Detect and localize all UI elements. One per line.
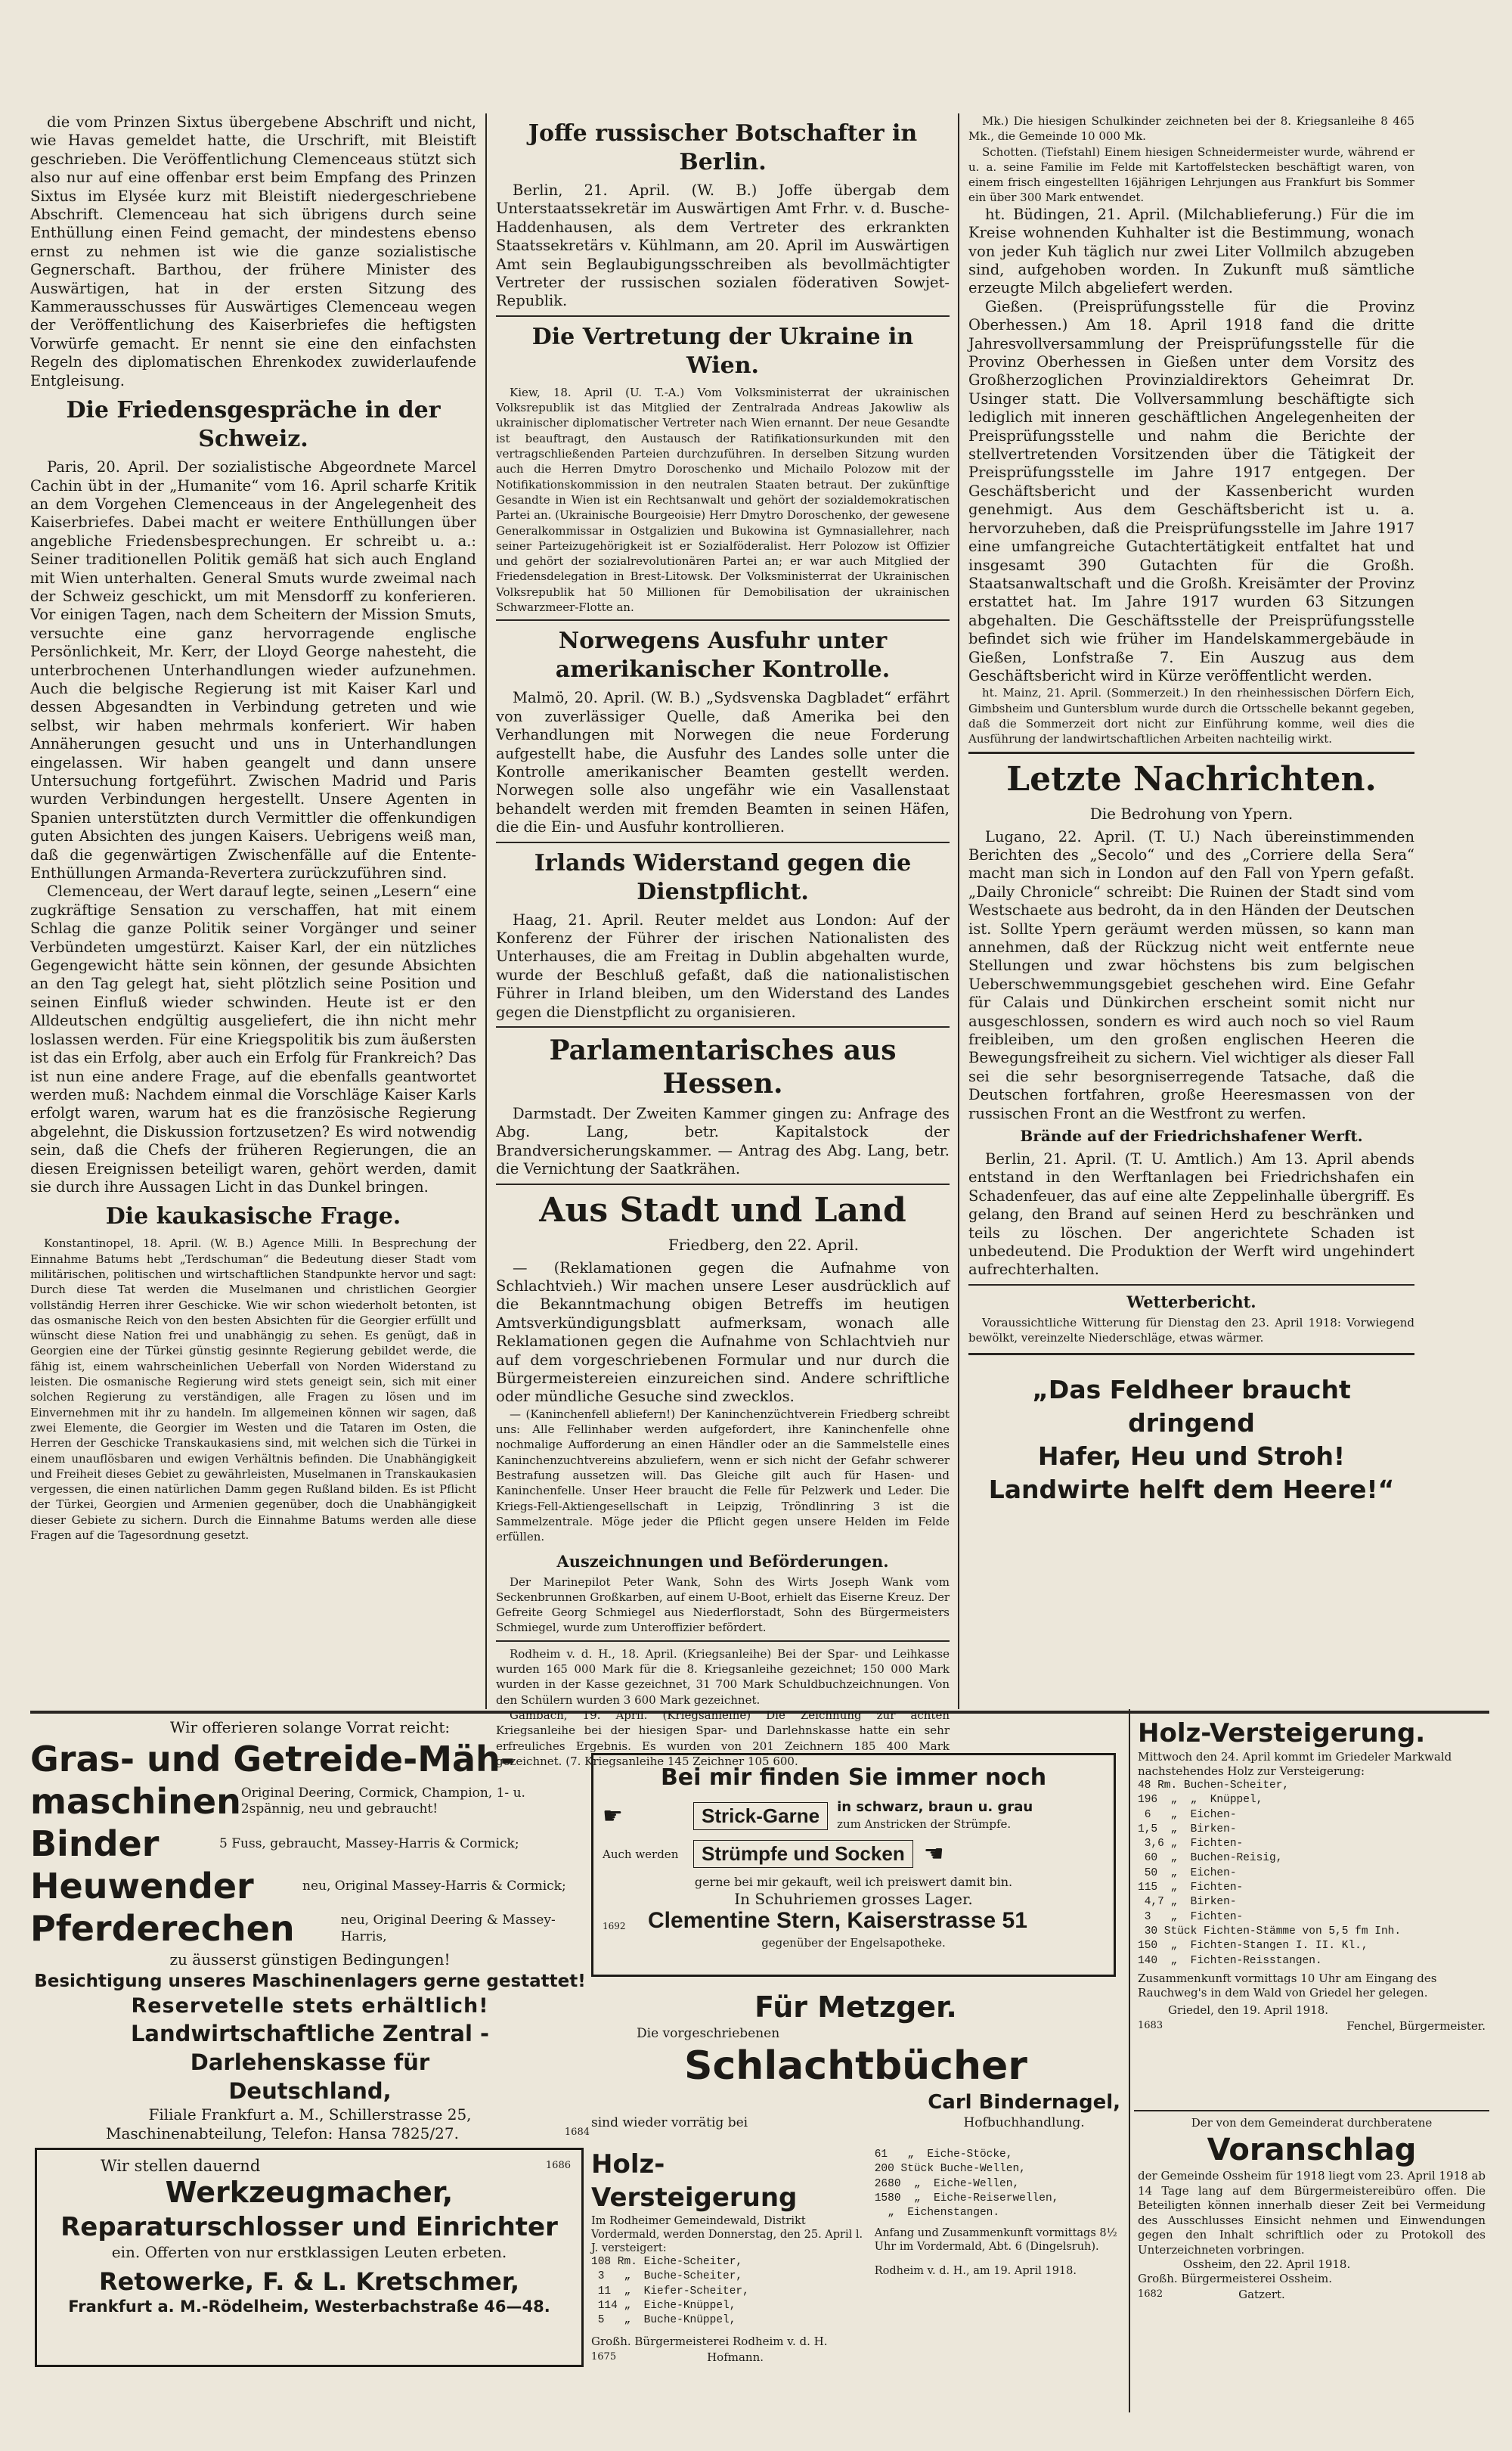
ad-number: 1686 [545,2160,571,2171]
ad-line: Für Metzger. [754,1990,957,2024]
ad-highlight: Strümpfe und Socken [693,1840,913,1868]
ad-product: Heuwender [30,1866,254,1907]
article-headline: Die Friedensgespräche in der Schweiz. [66,397,441,453]
ad-metzger [591,1989,1120,2140]
article-paragraph: Malmö, 20. April. (W. B.) „Sydsvenska Dagbladet“ erfährt von zuverlässiger Quelle, daß Amerika bei den Verhandlungen mit Norwegen die neue Forderung aufgestellt habe, die Ausfuhr des Landes solle unter die Kontrolle amerikanischer Beamten gestellt werden. Norwegen solle also ungefähr wie ein Vasallenstaat behandelt werden mit fremden Beamten in seinen Häfen, die die Ein- und Ausfuhr kontrollieren. [496,689,950,836]
ad-line: Hofbuchhandlung. [963,2115,1085,2130]
ad-line: Reparaturschlosser und Einrichter [60,2212,558,2242]
ad-line: Wir stellen dauernd [101,2157,261,2175]
wood-list: 61 „ Eiche-Stöcke, 200 Stück Buche-Wellen, 2680 „ Eiche-Wellen, 1580 „ Eiche-Reiserwellen, „ Eichenstangen. [874,2149,1059,2220]
article-paragraph: Rodheim v. d. H., 18. April. (Kriegsanleihe) Bei der Spar- und Leihkasse wurden 165 000 Mark für die 8. Kriegsanleihe gezeichnet; 150 000 Mark wurden in der Kasse gezeichnet, 31 700 Mark Schuldbuchzeichnungen. Von den Schülern wurden 3 600 Mark gezeichnet. [496,1646,950,1707]
ad-product: Gras- und Getreide-Mäh- [30,1739,515,1779]
ad-line: Original Deering, Cormick, Champion, 1- u. 2spännig, neu und gebraucht! [240,1786,525,1817]
ad-machines [30,1717,590,2140]
ad-line: Werkzeugmacher, [165,2176,454,2209]
ad-line: Filiale Frankfurt a. M., Schillerstrasse 25, [148,2105,472,2124]
ad-product: maschinen [30,1781,241,1822]
ad-holz-rodheim [591,2148,1120,2412]
ad-line: Schlachtbücher [684,2043,1027,2089]
section-divider [496,1184,950,1185]
pointing-hand-icon: ☚ [923,1841,944,1867]
ad-highlight: Strick-Garne [693,1802,828,1830]
appeal-box [968,1360,1414,1520]
ad-line: Landwirtschaftliche Zentral - Darlehenskasse für [130,2021,490,2075]
ad-number: 1675 [591,2351,617,2363]
section-divider [496,619,950,621]
ad-line: Mittwoch den 24. April kommt im Griedeler Markwald nachstehendes Holz zur Versteigerung: [1138,1750,1452,1778]
pointing-hand-icon: ☛ [603,1802,623,1829]
article-paragraph: Der Marinepilot Peter Wank, Sohn des Wirts Joseph Wank vom Seckenbrunnen Großkarben, auf einem U-Boot, erhielt das Eiserne Kreuz. Der Gefreite Georg Schmiegel aus Niederflorstadt, Sohn des Bürgermeisters Schmiegel, wurde zum Unteroffizier befördert. [496,1575,950,1635]
article-paragraph: Darmstadt. Der Zweiten Kammer gingen zu: Anfrage des Abg. Lang, betr. Kapitalstock der Brandversicherungskammer. — Antrag des Abg. Lang, betr. die Vernichtung der Saatkrähen. [496,1104,950,1178]
wood-list: 108 Rm. Eiche-Scheiter, 3 „ Buche-Scheiter, 11 „ Kiefer-Scheiter, 114 „ Eiche-Knüppel, 5 „ Buche-Knüppel, [591,2256,749,2327]
column-rule [485,113,487,1709]
article-paragraph: — (Kaninchenfell abliefern!) Der Kaninchenzüchtverein Friedberg schreibt uns: Alle Fellinhaber werden aufgefordert, ihre Kaninchenfelle ohne nochmalige Aufforderung an einen Händler oder an die Sammelstelle eines Kaninchenzuchtvereins abzuliefern, wenn er sich nicht der Gefahr schwerer Bestrafung aussetzen will. Das Gleiche gilt auch für Hasen- und Kaninchenfelle. Unser Heer braucht die Felle für Pelzwerk und Leder. Die Kriegs-Fell-Aktiengesellschaft in Leipzig, Tröndlinring 3 ist die Sammelzentrale. Möge jeder die Pflicht gegen unsere Helden im Felde erfüllen. [496,1407,950,1544]
ad-line: Besichtigung unseres Maschinenlagers gerne gestattet! [34,1972,586,1991]
ad-line: Maschinenabteilung, Telefon: Hansa 7825/27. [106,2124,459,2142]
ad-line: Rodheim v. d. H., am 19. April 1918. [874,2265,1077,2278]
article-headline: Joffe russischer Botschafter in Berlin. [528,120,918,175]
ad-line: ein. Offerten von nur erstklassigen Leuten erbeten. [111,2243,507,2261]
ad-line: neu, Original Massey-Harris & Cormick; [302,1879,566,1894]
ad-line: Der von dem Gemeinderat durchberatene [1191,2116,1433,2130]
ad-number: 1692 [603,1921,626,1931]
ad-line: zu äusserst günstigen Bedingungen! [169,1950,451,1969]
ad-line: Deutschland, [228,2078,392,2104]
ad-number: 1682 [1138,2288,1163,2300]
article-paragraph: Mk.) Die hiesigen Schulkinder zeichneten bei der 8. Kriegsanleihe 8 465 Mk., die Gemeinde 10 000 Mk. [968,114,1414,144]
column-1 [30,113,476,1705]
weather-text: Voraussichtliche Witterung für Dienstag den 23. April 1918: Vorwiegend bewölkt, vereinzelte Niederschläge, etwas wärmer. [968,1315,1414,1345]
ad-number: 1684 [564,2127,590,2138]
ad-line: Hofmann. [707,2350,764,2365]
article-paragraph: ht. Büdingen, 21. April. (Milchablieferung.) Für die im Kreise wohnenden Kuhhalter ist die Bestimmung, wonach von jeder Kuh täglich nur zwei Liter Vollmilch abzugeben sind, aufgehoben worden. In Zukunft muß sämtliche erzeugte Milch abgeliefert werden. [968,205,1414,297]
section-divider [968,1353,1414,1355]
article-paragraph: Paris, 20. April. Der sozialistische Abgeordnete Marcel Cachin übt in der „Humanite“ vom 16. April scharfe Kritik an dem Vorgehen Clemenceaus in der Angelegenheit des Kaiserbriefes. Dabei macht er weitere Enthüllungen über angebliche Friedensbesprechungen. Er schreibt u. a.: Seiner traditionellen Politik gemäß hat sich auch England mit Wien unterhalten. General Smuts wurde zweimal nach der Schweiz geschickt, um mit Mensdorff zu konferieren. Vor einigen Tagen, nach dem Scheitern der Mission Smuts, versuchte eine ganz hervorragende englische Persönlichkeit, Mr. Kerr, der Lloyd George nahesteht, die unterbrochenen Unterhandlungen wieder aufzunehmen. Auch die belgische Regierung ist mit Kaiser Karl und dessen Abgesandten in Verbindung getreten und wie selbst, wir haben mehrmals konferiert. Wir haben Annäherungen gesucht und uns in Unterhandlungen eingelassen. Wir haben geangelt und dann unsere Untersuchung fortgeführt. Zwischen Madrid und Paris wurden Verbindungen hergestellt. Unsere Agenten in Spanien unterstützten durch Vermittler die offenkundigen guten Absichten des jungen Kaisers. Uebrigens weiß man, daß die gegenwärtigen Zwischenfälle auf die Entente-Enthüllungen Armanda-Revertera zurückzuführen sind. [30,458,476,883]
article-headline: Norwegens Ausfuhr unter amerikanischer Kontrolle. [555,628,891,684]
ad-line: Gatzert. [1238,2288,1285,2301]
section-headline: Aus Stadt und Land [539,1190,906,1230]
article-paragraph: die vom Prinzen Sixtus übergebene Abschrift und nicht, wie Havas gemeldet hatte, die Urschrift, mit Bleistift geschrieben. Die Veröffentlichung Clemenceaus stützt sich also nur auf eine offenbar erst beim Empfang des Prinzen Sixtus im Elysée kurz mit Bleistift niedergeschriebene Abschrift. Clemenceau hat sich übrigens durch seine Enthüllung einen Feind gemacht, der mindestens ebenso ernst zu nehmen ist wie die ganze sozialistische Gegnerschaft. Barthou, der frühere Minister des Auswärtigen, hat in der ersten Sitzung des Kammerausschusses für Auswärtiges Clemenceau wegen der Veröffentlichung des Kaiserbriefes die heftigsten Vorwürfe gemacht. Er nennt sie eine den einfachsten Regeln des diplomatischen Ehrenkodex zuwiderlaufende Entgleisung. [30,113,476,389]
section-divider [968,1284,1414,1286]
article-subheadline: Brände auf der Friedrichshafener Werft. [1020,1127,1363,1146]
ad-line: 5 Fuss, gebraucht, Massey-Harris & Cormick; [219,1836,519,1851]
article-paragraph: Schotten. (Tiefstahl) Einem hiesigen Schneidermeister wurde, während er u. a. seine Familie im Felde mit Kartoffelstecken beschäftigt waren, von einem frisch eingestellten 16jährigen Lehrjungen aus Frankfurt bis Sommer ein über 300 Mark entwendet. [968,144,1414,205]
article-paragraph: Konstantinopel, 18. April. (W. B.) Agence Milli. In Besprechung der Einnahme Batums hebt „Terdschuman“ die Bedeutung dieser Stadt vom militärischen, politischen und wirtschaftlichen Standpunkte hervor und sagt: Durch diese Tat werden die Muselmanen und christlichen Georgier vollständig Herren ihrer Geschicke. Wie wir schon wiederholt betonten, ist das osmanische Reich von den besten Absichten für die Georgier erfüllt und wünscht diese Nation frei und unabhängig zu sehen. Es genügt, daß in Georgien eine der Türkei günstig gesinnte Regierung gebildet werde, die fähig ist, einem wahrscheinlichen Ueberfall von Norden Widerstand zu leisten. Die osmanische Regierung wird stets geneigt sein, sich mit einer solchen Regierung zu verständigen, alle Fragen zu lösen und im Einvernehmen mit ihr zu handeln. Im allgemeinen können wir sagen, daß zwei Elemente, die Georgier im Westen und die Tataren im Osten, die Herren der Geschicke Transkaukasiens sind, mit welchen sich die Türkei in einem unauflösbaren und ewigen Verhältnis befinden. Die Unabhängigkeit und Freiheit dieses Gebiet zu gewährleisten, Muselmanen in Transkaukasien vergessen, die einen natürlichen Damm gegen Rußland bilden. Es ist Pflicht der Türkei, Georgien und Armenien gegenüber, doch die Unabhängigkeit dieser Gebiete zu sichern. Durch die Einnahme Batums werden alle diese Fragen auf die Tagesordnung gesetzt. [30,1236,476,1542]
ad-number: 1683 [1138,2019,1163,2031]
section-divider [496,1640,950,1642]
ad-holz-griedel [1138,1717,1486,2110]
column-rule [958,113,959,1709]
weather-heading: Wetterbericht. [1126,1292,1256,1311]
ad-line: Retowerke, F. & L. Kretschmer, [99,2267,519,2296]
ad-divider [1134,2110,1489,2111]
section-divider [496,1026,950,1028]
column-rule [1129,1709,1130,2412]
ad-line: Großh. Bürgermeisterei Ossheim. [1138,2272,1333,2285]
ad-line: Ossheim, den 22. April 1918. [1183,2257,1351,2271]
ad-line: Großh. Bürgermeisterei Rodheim v. d. H. [591,2335,828,2349]
column-2 [496,113,950,1768]
ad-product: Pferderechen [30,1908,295,1949]
article-paragraph: Gambach, 19. April. (Kriegsanleihe) Die Zeichnung zur achten Kriegsanleihe bei der hiesigen Spar- und Darlehnskasse hatte ein sehr erfreuliches Ergebnis. Es wurden von 201 Zeichnern 185 400 Mark gezeichnet. (7. Kriegsanleihe 145 Zeichner 105 600. [496,1708,950,1768]
article-subheadline: Auszeichnungen und Beförderungen. [556,1551,889,1571]
ad-line: Griedel, den 19. April 1918. [1168,2003,1329,2017]
column-3 [968,113,1414,1705]
ad-line: Carl Bindernagel, [928,2091,1120,2114]
ad-line: gegenüber der Engelsapotheke. [761,1936,946,1950]
dateline: Friedberg, den 22. April. [668,1235,859,1254]
ad-line: Auch werden [603,1847,679,1861]
ad-line: sind wieder vorrätig bei [591,2115,748,2130]
appeal-line: „Das Feldheer braucht dringend [1032,1375,1351,1438]
article-headline: Die Vertretung der Ukraine in Wien. [531,323,914,379]
ad-line: Fenchel, Bürgermeister. [1346,2018,1486,2033]
article-headline: Irlands Widerstand gegen die Dienstpflicht. [534,849,912,905]
ad-line: Bei mir finden Sie immer noch [660,1764,1047,1791]
article-paragraph: ht. Mainz, 21. April. (Sommerzeit.) In den rheinhessischen Dörfern Eich, Gimbsheim und Guntersblum wurde durch die Ortsschelle bekannt gegeben, daß die Sommerzeit dort nicht zur Einführung komme, weil dies die Ausführung der landwirtschaftlichen Arbeiten nachteilig wirkt. [968,686,1414,746]
article-subheadline: Die Bedrohung von Ypern. [1089,804,1294,823]
article-paragraph: Berlin, 21. April. (T. U. Amtlich.) Am 13. April abends entstand in den Werftanlagen bei Friedrichshafen ein Schadenfeuer, das auf eine alte Zeppelinhalle übergriff. Es gelang, den Brand auf seinen Herd zu beschränken und teils zu löschen. Der angerichtete Schaden ist unbedeutend. Die Produktion der Werft wird ungehindert aufrechterhalten. [968,1150,1414,1279]
ad-title: Voranschlag [1207,2133,1417,2167]
article-paragraph: — (Reklamationen gegen die Aufnahme von Schlachtvieh.) Wir machen unsere Leser ausdrücklich auf die Bekanntmachung obigen Betreffs im heutigen Amtsverkündigungsblatt aufmerksam, wonach alle Reklamationen gegen die Aufnahme von Schlachtvieh nur auf dem vorgeschriebenen Formular und nur durch die Bürgermeistereien einzureichen sind. Andere schriftliche oder mündliche Gesuche sind zwecklos. [496,1258,950,1406]
ad-line: Anfang und Zusammenkunft vormittags 8½ Uhr im Vordermald, Abt. 6 (Dingelsruh). [874,2227,1117,2254]
article-paragraph: Kiew, 18. April (U. T.-A.) Vom Volksministerrat der ukrainischen Volksrepublik ist das Mitglied der Zentralrada Andreas Jakowliw als ukrainischer diplomatischer Vertreter nach Wien ernannt. Der neue Gesandte ist beauftragt, den Austausch der Ratifikationsurkunden mit den vertragschließenden Parteien durchzuführen. In derselben Sitzung wurden auch die Herren Dmytro Doroschenko und Michailo Polozow mit der Notifikationskommission in den neutralen Staaten betraut. Der zukünftige Gesandte in Wien ist ein Rechtsanwalt und gehört der sozialdemokratischen Partei an. (Ukrainische Bourgeoisie) Herr Dmytro Doroschenko, der gewesene Generalkommissar in Ostgalizien und Bukowina ist Gymnasiallehrer, nach seiner Parteizugehörigkeit ist er Sozialföderalist. Herr Polozow ist Offizier und gehört der sozialrevolutionären Partei an; er war auch Mitglied der Friedensdelegation in Brest-Litowsk. Der Volksministerrat der Ukrainischen Volksrepublik hat 50 Millionen für Demobilisation der ukrainischen Schwarzmeer-Flotte an. [496,385,950,614]
ad-title: Holz-Versteigerung [591,2149,798,2213]
ad-line: neu, Original Deering & Massey-Harris, [340,1913,556,1944]
section-headline: Letzte Nachrichten. [1006,759,1377,799]
ad-line: in schwarz, braun u. grau [837,1799,1033,1815]
article-paragraph: Berlin, 21. April. (W. B.) Joffe übergab dem Unterstaatssekretär im Auswärtigen Amt Frhr. v. d. Busche-Haddenhausen, als dem Vertreter des erkrankten Staatssekretärs v. Kühlmann, am 20. April im Auswärtigen Amt sein Beglaubigungsschreiben als bevollmächtigter Vertreter der russischen sozialen föderativen Sowjet-Republik. [496,181,950,310]
ad-line: Frankfurt a. M.-Rödelheim, Westerbachstraße 46—48. [68,2297,550,2316]
ad-line: zum Anstricken der Strümpfe. [837,1817,1012,1831]
article-headline: Parlamentarisches aus Hessen. [549,1034,897,1100]
section-divider [496,315,950,317]
ad-werkzeugmacher [35,2148,584,2367]
ad-line: der Gemeinde Ossheim für 1918 liegt vom 23. April 1918 ab 14 Tage lang auf dem Bürgermeistereibüro offen. Die Beteiligten können innerhalb dieser Zeit bei Vermeidung des Ausschlusses Einsicht nehmen und Einwendungen gegen den Inhalt schriftlich oder zu Protokoll des Unterzeichneten vorbringen. [1138,2169,1486,2257]
ad-voranschlag [1138,2114,1486,2417]
article-paragraph: Clemenceau, der Wert darauf legte, seinen „Lesern“ eine zugkräftige Sensation zu verschaffen, hat mit einem Schlag die ganze Politik seiner Vorgänger und seiner Verbündeten umgestürzt. Kaiser Karl, der ein nützliches Gegengewicht hätte sein können, der gesunde Absichten an den Tag gelegt hat, sieht plötzlich seine Position und seinen Einfluß wieder schwinden. Heute ist er den Alldeutschen endgültig ausgeliefert, die ihn nicht mehr loslassen werden. Für eine Kriegspolitik bis zum äußersten ist das ein Erfolg, aber auch ein Erfolg für Frankreich? Das ist nun eine andere Frage, auf die ebenfalls geantwortet werden muß: Nachdem einmal die Vorschläge Kaiser Karls erfolgt waren, warum hat es die französische Regierung abgelehnt, die Diskussion fortzusetzen? Es wird notwendig sein, daß die Chefs der früheren Regierungen, die an diesen Ereignissen beteiligt waren, gehört werden, damit sie durch ihre Aussagen Licht in das Dunkel bringen. [30,883,476,1196]
appeal-line: Landwirte helft dem Heere!“ [988,1475,1395,1505]
wood-list: 48 Rm. Buchen-Scheiter, 196 „ „ Knüppel, 6 „ Eichen- 1,5 „ Birken- 3,6 „ Fichten- 60 „ Buchen-Reisig, 50 „ Eichen- 115 „ Fichten- 4,7 „ Birken- 3 „ Fichten- 30 Stück Fichten-Stämme von 5,5 fm Inh. 150 „ Fichten-Stangen I. II. Kl., 140 „ Fichten-Reisstangen. [1138,1779,1402,1967]
article-paragraph: Lugano, 22. April. (T. U.) Nach übereinstimmenden Berichten des „Secolo“ und des „Corriere della Sera“ macht man sich in London auf den Fall von Ypern gefaßt. „Daily Chronicle“ schreibt: Die Ruinen der Stadt sind vom Westschaete aus bedroht, da in den Händen der Deutschen ist. Sollte Ypern geräumt werden müssen, so kann man annehmen, daß der Rückzug nicht weit entfernte neue Stellungen und zwar höchstens bis zum belgischen Ueberschwemmungsgebiet geschehen wird. Eine Gefahr für Calais und Dünkirchen erscheint somit nicht nur ausgeschlossen, sondern es wird auch noch so viel Raum freibleiben, um den großen englischen Heeren die Bewegungsfreiheit zu sichern. Viel wichtiger als dieser Fall sei die sehr besorgniserregende Tatsache, daß die Deutschen fortfahren, große Heeresmassen von der russischen Front an die Westfront zu werfen. [968,827,1414,1122]
section-divider [496,842,950,843]
ad-line: Clementine Stern, Kaiserstrasse 51 [648,1908,1027,1933]
article-paragraph: Gießen. (Preisprüfungsstelle für die Provinz Oberhessen.) Am 18. April 1918 fand die dritte Jahresvollversammlung der Preisprüfungsstelle für die Provinz Oberhessen in Gießen unter dem Vorsitz des Großherzoglichen Provinzialdirektors Geheimrat Dr. Usinger statt. Die Vollversammlung beschäftigte sich lediglich mit inneren geschäftlichen Angelegenheiten der Preisprüfungsstelle und nahm die Berichte der stellvertretenden Vorsitzenden über die Tätigkeit der Preisprüfungsstelle im Jahre 1917 entgegen. Der Geschäftsbericht und der Kassenbericht wurden genehmigt. Aus dem Geschäftsbericht ist u. a. hervorzuheben, daß die Preisprüfungsstelle im Jahre 1917 eine umfangreiche Gutachtertätigkeit entfaltet hat und insgesamt 390 Gutachten für die Großh. Staatsanwaltschaft und die Großh. Kreisämter der Provinz erstattet hat. Im Jahre 1917 wurden 63 Sitzungen abgehalten. Die Geschäftsstelle der Preisprüfungsstelle befindet sich wie früher im Handelskammergebäude in Gießen, Lonfstraße 7. Ein Auszug aus dem Geschäftsbericht wird in Kürze veröffentlicht werden. [968,297,1414,684]
article-paragraph: Haag, 21. April. Reuter meldet aus London: Auf der Konferenz der Führer der irischen Nationalisten des Unterhauses, die am Freitag in Dublin abgehalten wurde, wurde der Beschluß gefaßt, daß die nationalistischen Führer in Irland bleiben, um den Widerstand des Landes gegen die Dienstpflicht zu organisieren. [496,911,950,1021]
article-headline: Die kaukasische Frage. [105,1203,401,1230]
ad-line: Zusammenkunft vormittags 10 Uhr am Eingang des Rauchweg's in dem Wald von Griedel her gelegen. [1138,1971,1437,2000]
ad-line: gerne bei mir gekauft, weil ich preiswert damit bin. [694,1875,1013,1889]
ad-line: Wir offerieren solange Vorrat reicht: [169,1718,451,1736]
ad-line: Die vorgeschriebenen [637,2026,780,2041]
ad-clementine-stern [591,1753,1116,1977]
section-divider [968,752,1414,754]
ad-product: Binder [30,1823,160,1864]
ad-title: Holz-Versteigerung. [1138,1718,1426,1748]
ad-line: In Schuhriemen grosses Lager. [734,1890,973,1908]
ad-line: Im Rodheimer Gemeindewald, Distrikt Vordermald, werden Donnerstag, den 25. April l. J. versteigert: [591,2215,863,2254]
appeal-line: Hafer, Heu und Stroh! [1037,1441,1346,1472]
ad-line: Reservetelle stets erhältlich! [131,1994,489,2018]
